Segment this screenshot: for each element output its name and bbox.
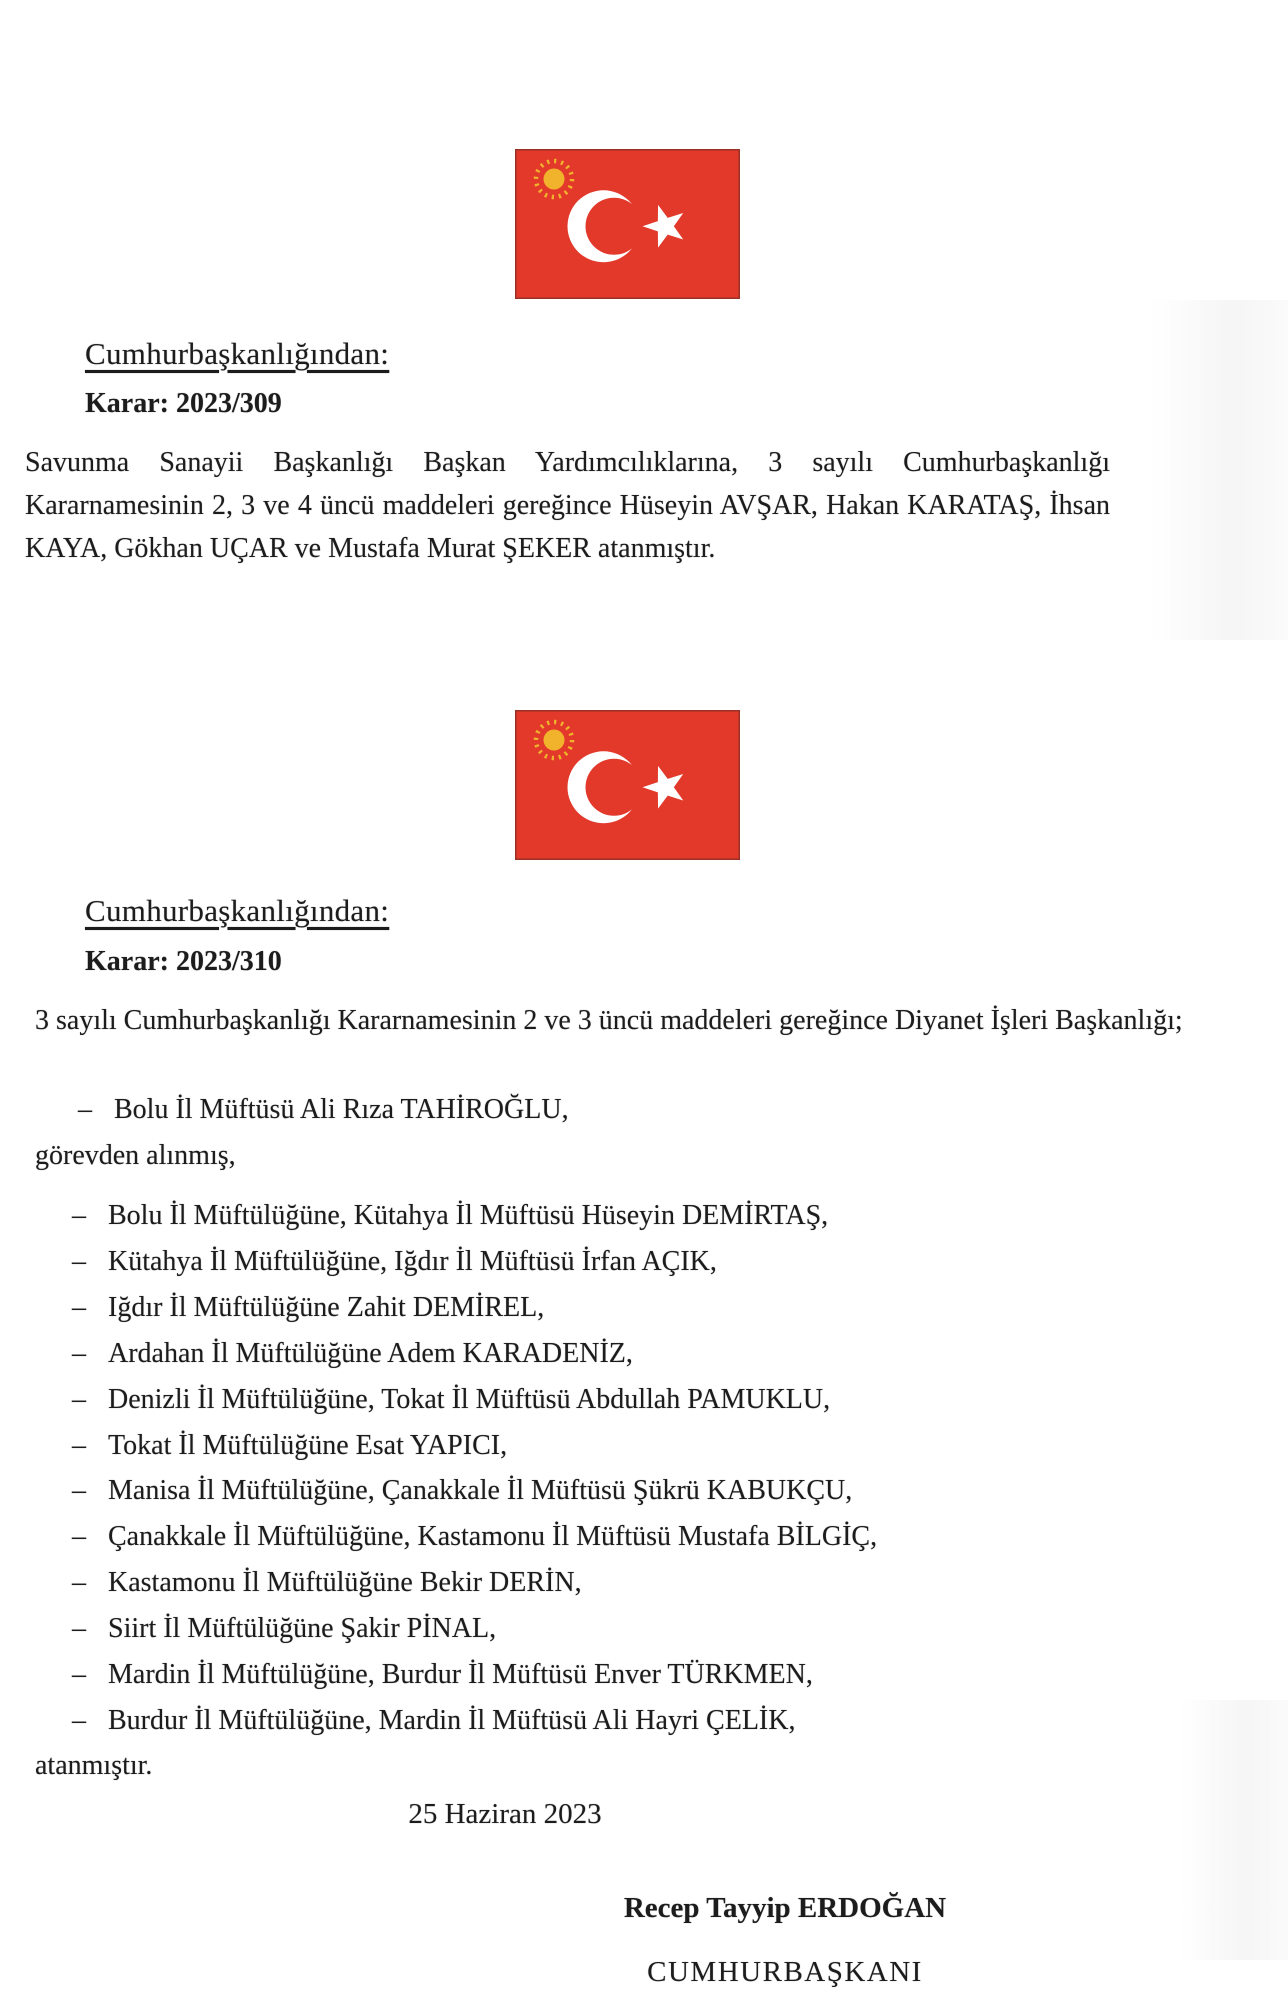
decree-date: 25 Haziran 2023 <box>408 1798 602 1830</box>
dismissal-text: Bolu İl Müftüsü Ali Rıza TAHİROĞLU, <box>114 1094 569 1125</box>
dash-marker: – <box>72 1338 86 1369</box>
appointment-row <box>72 1384 1252 1416</box>
appointment-row <box>72 1613 1252 1645</box>
dash-marker: – <box>72 1659 86 1690</box>
closing-text: atanmıştır. <box>35 1750 153 1781</box>
decree2-heading: Cumhurbaşkanlığından: <box>85 893 390 928</box>
crescent-cutout <box>586 759 643 816</box>
appointment-text: Kütahya İl Müftülüğüne, Iğdır İl Müftüsü İrfan AÇIK, <box>108 1246 717 1277</box>
decree1-number: Karar: 2023/309 <box>85 388 282 419</box>
decree1-body: Savunma Sanayii Başkanlığı Başkan Yardımcılıklarına, 3 sayılı Cumhurbaşkanlığı Kararnamesinin 2, 3 ve 4 üncü maddeleri gereğince Hüseyin AVŞAR, Hakan KARATAŞ, İhsan KAYA, Gökhan UÇAR ve Mustafa Murat ŞEKER atanmıştır. <box>25 447 1110 564</box>
appointment-row <box>72 1567 1252 1599</box>
dash-marker: – <box>72 1705 86 1736</box>
turkish-presidential-flag <box>515 710 740 860</box>
appointment-row <box>72 1475 1252 1507</box>
appointment-row <box>72 1659 1252 1691</box>
signature-title: CUMHURBAŞKANI <box>647 1956 923 1988</box>
appointment-text: Kastamonu İl Müftülüğüne Bekir DERİN, <box>108 1567 582 1598</box>
turkish-presidential-flag <box>515 149 740 299</box>
appointment-row <box>72 1292 1252 1324</box>
dismissal-note: görevden alınmış, <box>35 1140 236 1171</box>
dash-marker: – <box>78 1094 92 1125</box>
appointment-text: Çanakkale İl Müftülüğüne, Kastamonu İl Müftüsü Mustafa BİLGİÇ, <box>108 1521 878 1552</box>
dash-marker: – <box>72 1521 86 1552</box>
appointment-text: Burdur İl Müftülüğüne, Mardin İl Müftüsü Ali Hayri ÇELİK, <box>108 1705 796 1736</box>
decree1-heading: Cumhurbaşkanlığından: <box>85 336 390 371</box>
appointment-text: Denizli İl Müftülüğüne, Tokat İl Müftüsü Abdullah PAMUKLU, <box>108 1384 831 1415</box>
appointment-text: Iğdır İl Müftülüğüne Zahit DEMİREL, <box>108 1292 545 1323</box>
appointment-row <box>72 1705 1252 1737</box>
dash-marker: – <box>72 1567 86 1598</box>
appointment-row <box>72 1200 1252 1232</box>
appointment-text: Ardahan İl Müftülüğüne Adem KARADENİZ, <box>108 1338 633 1369</box>
decree2-intro: 3 sayılı Cumhurbaşkanlığı Kararnamesinin 2 ve 3 üncü maddeleri gereğince Diyanet İşleri Başkanlığı; <box>35 1005 1183 1036</box>
sun-icon <box>544 169 565 190</box>
appointment-row <box>72 1521 1252 1553</box>
appointment-text: Siirt İl Müftülüğüne Şakir PİNAL, <box>108 1613 497 1644</box>
appointment-row <box>72 1430 1252 1462</box>
signature-name: Recep Tayyip ERDOĞAN <box>623 1892 947 1924</box>
scan-smudge <box>1150 300 1288 640</box>
dash-marker: – <box>72 1613 86 1644</box>
scan-smudge <box>1180 1700 1288 1960</box>
decree2-number: Karar: 2023/310 <box>85 946 282 977</box>
dismissal-row <box>78 1094 1228 1126</box>
dash-marker: – <box>72 1200 86 1231</box>
appointment-text: Mardin İl Müftülüğüne, Burdur İl Müftüsü Enver TÜRKMEN, <box>108 1659 813 1690</box>
dash-marker: – <box>72 1292 86 1323</box>
appointment-text: Tokat İl Müftülüğüne Esat YAPICI, <box>108 1430 508 1461</box>
appointment-row <box>72 1338 1252 1370</box>
appointment-row <box>72 1246 1252 1278</box>
dash-marker: – <box>72 1430 86 1461</box>
crescent-cutout <box>586 198 643 255</box>
turkish-presidential-flag-svg <box>515 710 740 860</box>
turkish-presidential-flag-svg <box>515 149 740 299</box>
dash-marker: – <box>72 1475 86 1506</box>
appointment-text: Bolu İl Müftülüğüne, Kütahya İl Müftüsü Hüseyin DEMİRTAŞ, <box>108 1200 829 1231</box>
dash-marker: – <box>72 1384 86 1415</box>
sun-icon <box>544 730 565 751</box>
appointment-text: Manisa İl Müftülüğüne, Çanakkale İl Müftüsü Şükrü KABUKÇU, <box>108 1475 853 1506</box>
dash-marker: – <box>72 1246 86 1277</box>
